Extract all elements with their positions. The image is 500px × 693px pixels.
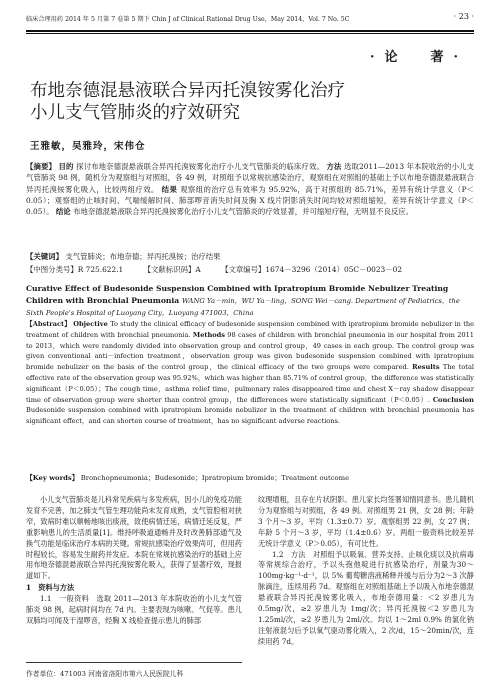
methods-text: 选取2011—2013 年本院收治的小儿支气管肺炎 98 例，随机分为观察组与对照组，各 49 例，对照组予以常规抗感染治疗，观察组在对照组的基础上予以布地奈德混悬液联合异丙托溴铵雾化吸入，比较两组疗效。 — [26, 162, 474, 194]
english-authors-affiliation: WANG Ya－min，WU Ya－ling，SONG Wei－cang. Department of Pediatrics，the Sixth People's Hospital of Luoyang City，Luoyang 471003，China — [26, 296, 460, 317]
english-abstract-label: 【Abstract】 — [26, 320, 71, 328]
general-data-paragraph: 1.1 一般资料 选取 2011—2013 年本院收治的小儿支气管肺炎 98 例，起病时间均在 7d 内。主要表现为咳嗽、气促等。患儿双肺均可闻及干湿啰音，经胸 X 线检查提示患儿的肺部 — [26, 594, 242, 625]
header-rule-thin — [26, 33, 474, 34]
classification-line — [26, 264, 474, 275]
header-rule-thick — [26, 30, 474, 32]
conclusion-text: 布地奈德混悬液联合异丙托溴铵雾化治疗小儿支气管肺炎的疗效显著，并可缩短疗程，无明显不良反应。 — [73, 207, 414, 217]
english-results-label: Results — [412, 363, 440, 372]
article-number: 【文章编号】1674－3296（2014）05C－0023－02 — [221, 265, 403, 274]
english-keywords-label: 【Key words】 — [26, 474, 79, 482]
author-affiliation-footnote: 作者单位：471003 河南省洛阳市第六人民医院儿科 — [26, 662, 242, 678]
abstract-english — [26, 319, 474, 427]
body-column-left — [26, 495, 242, 627]
page-number: · 23 · — [453, 12, 474, 21]
english-conclusion-label: Conclusion — [432, 395, 474, 404]
title-line-2: 小儿支气管肺炎的疗效研究 — [30, 103, 240, 123]
body-column-right — [258, 495, 474, 648]
abstract-label: 【摘要】 — [26, 162, 57, 171]
english-methods-label: Methods — [192, 330, 225, 339]
document-code: 【文献标识码】A — [143, 265, 201, 274]
objective-label: 目的 — [58, 162, 74, 171]
running-header — [26, 12, 474, 26]
methods-label: 方法 — [326, 162, 342, 171]
english-title: Curative Effect of Budesonide Suspension Combined with Ipratropium Bromide Nebulizer Treating Children with Bronchial Pneumonia — [26, 284, 449, 305]
intro-paragraph: 小儿支气管肺炎是儿科常见疾病与多发疾病，因小儿的免疫功能发育不完善，加之肺支气管生理功能尚未发育成熟，支气管腔相对狭窄，致病时难以顺畅地咳出痰液，致使病情迁延，病情迁延反复，严重影响患儿的生活质量[1]。维持呼吸道通畅并及时改善肺部通气及换气功能是临床治疗本病的关键。常规抗感染治疗效果尚可，但用药时程较长，容易发生耐药并发症。本院在常规抗感染治疗的基础上应用布地奈德混悬液联合异丙托溴铵雾化吸入，获得了显著疗效，现报道如下。 — [26, 495, 242, 581]
results-text: 观察组的治疗总有效率为 95.92%，高于对照组的 85.71%，差异有统计学意义（P＜0.05）；观察组的止咳时间、气喘缓解时间、肺部啰音消失时间及胸 X 线片阴影消失时间均较对照组缩短，差异有统计学意义（P＜0.05）。 — [26, 184, 474, 217]
title-line-1: 布地奈德混悬液联合异丙托溴铵雾化治疗 — [30, 81, 345, 101]
journal-citation: 临床合理用药 2014 年 5 月第 7 卷第 5 期下 Chin J of Clinical Rational Drug Use，May 2014，Vol. 7 No. 5C — [26, 16, 350, 23]
results-label: 结果 — [161, 184, 178, 194]
section-heading-materials-methods: 1 资料与方法 — [26, 583, 75, 593]
section-label: ·论 著· — [369, 50, 468, 65]
keywords-text: 支气管肺炎；布地奈德；异丙托溴铵；治疗结果 — [65, 252, 221, 261]
english-results-text: The total effective rate of the observation group was 95.92%，which was higher than 85.71% of control group，the difference was statistically significant（P＜0.05）；The cough time，asthma relief time，pulmonary rales disappeared time and chest X－ray shadow disappear time of observation group were shorter than control group，the differences were statistically significant（P＜0.05）. — [26, 363, 474, 404]
conclusion-label: 结论 — [55, 207, 71, 217]
objective-text: 探讨布地奈德混悬液联合异丙托溴铵雾化治疗小儿支气管肺炎的临床疗效。 — [76, 162, 324, 171]
keywords-chinese — [26, 251, 474, 262]
english-conclusion-text: Budesonide suspension combined with ipratropium bromide nebulizer in the treatment of children with bronchial pneumonia has significant effect，and can shorten course of treatment，has no significant adverse reactions. — [26, 406, 474, 426]
english-title-block — [26, 283, 474, 320]
english-objective-text: To study the clinical efficacy of budesonide suspension combined with ipratropium bromide nebulizer in the treatment of children with bronchial pneumonia. — [26, 320, 474, 339]
english-methods-text: 98 cases of children with bronchial pneumonia in our hospital from 2011 to 2013，which were randomly divided into observation group and control group，49 cases in each group. The control group was given conventional anti－infection treatment，observation group was given budesonide suspension combined with ipratropium bromide nebulizer on the basis of the control group，the clinical efficacy of the two groups were compared. — [26, 330, 474, 372]
keywords-label: 【关键词】 — [26, 252, 63, 261]
clc-number: 【中图分类号】R 725.622.1 — [26, 265, 124, 274]
keywords-english — [26, 473, 474, 484]
abstract-chinese — [26, 161, 474, 217]
method-paragraph: 1.2 方法 对照组予以吸氧、营养支持、止咳化痰以及抗病毒等常规综合治疗，予以头孢他啶进行抗感染治疗，剂量为30～100mg·kg⁻¹·d⁻¹，以 5% 葡萄糖溶液稀释并缓与后分为2～3 次静脉滴注，连续用药 7d。观察组在对照组基础上予以吸入布地奈德混悬液联合异丙托溴铵雾化吸入，布地奈德用量：＜2 岁患儿为 0.5mg/次，≥2 岁患儿为 1mg/次；异丙托溴铵＜2 岁患儿为 1.25ml/次，≥2 岁患儿为 2ml/次。均以 1～2ml 0.9% 的氯化钠注射液混匀后予以氧气驱动雾化吸入，2 次/d，15～20min/次，连续用药 7d。 — [258, 549, 474, 646]
english-objective-label: Objective — [73, 320, 108, 328]
author-list: 王雅敏，吴雅玲，宋伟仓 — [30, 141, 146, 152]
article-title — [30, 80, 470, 124]
journal-page — [26, 0, 474, 693]
english-keywords-text: Bronchopneumonia；Budesonide；Ipratropium bromide；Treatment outcome — [80, 474, 350, 482]
grouping-paragraph: 纹理增粗，且存在片状阴影。患儿家长均签署知情同意书。患儿随机分为观察组与对照组，各 49 例。对照组男 21 例，女 28 例；年龄 3 个月～3 岁，平均（1.3±0.7）岁。观察组男 22 例，女 27 例；年龄 5 个月～3 岁，平均（1.4±0.6）岁。两组一般资料比较差异无统计学意义（P＞0.05），有可比性。 — [258, 495, 474, 548]
